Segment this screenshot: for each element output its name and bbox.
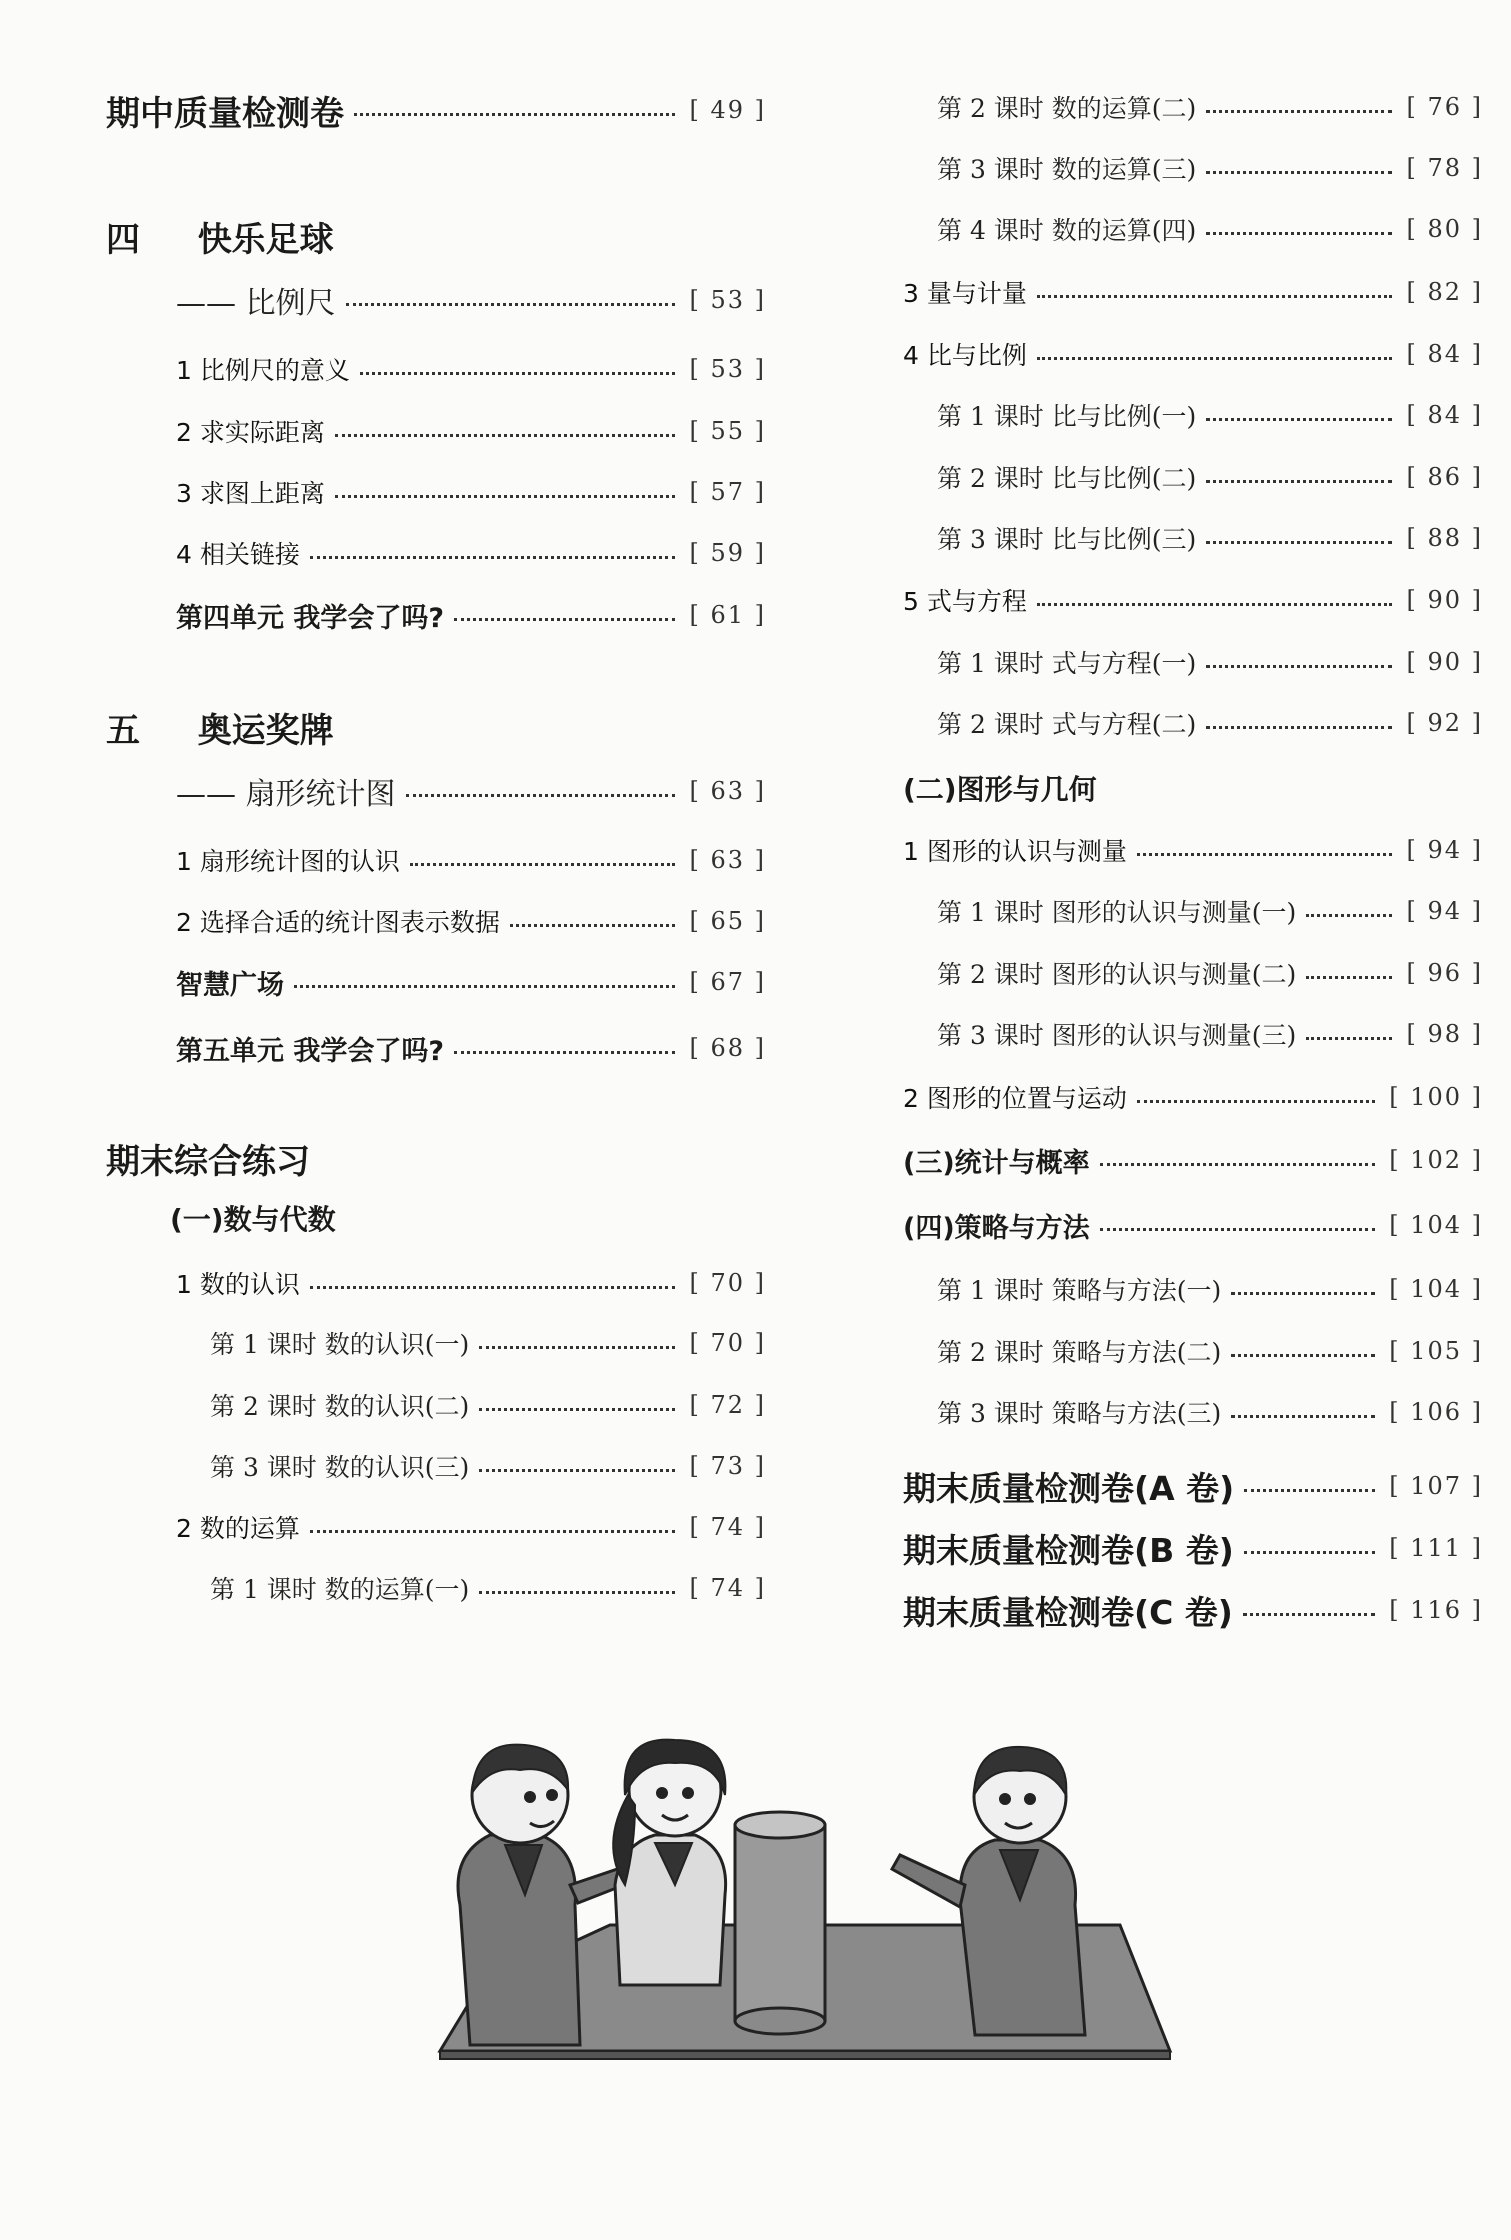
dot-leader	[406, 794, 676, 797]
entry-page: [ 94 ]	[1406, 897, 1483, 925]
entry-label: 4 相关链接	[176, 540, 300, 569]
dot-leader	[479, 1408, 675, 1411]
toc-entry[interactable]	[937, 1267, 1483, 1311]
unit5-heading[interactable]	[106, 703, 334, 752]
dot-leader	[310, 1286, 676, 1289]
dot-leader	[1037, 603, 1393, 606]
entry-label: 3 求图上距离	[176, 479, 325, 508]
entry-label: —— 比例尺	[176, 286, 336, 321]
entry-page: [ 59 ]	[689, 539, 766, 567]
unit5-number: 五	[106, 711, 140, 751]
cylinder-icon	[735, 1812, 825, 2034]
entry-page: [ 98 ]	[1406, 1020, 1483, 1048]
part1-heading[interactable]: (一)数与代数	[170, 1203, 336, 1236]
dot-leader	[1037, 357, 1393, 360]
entry-page: [ 107 ]	[1389, 1472, 1483, 1500]
toc-entry[interactable]	[210, 1566, 766, 1610]
dot-leader	[1206, 232, 1392, 235]
dot-leader	[1306, 914, 1392, 917]
toc-entry[interactable]	[937, 889, 1483, 933]
toc-entry[interactable]	[937, 146, 1483, 190]
dot-leader	[510, 924, 676, 927]
dot-leader	[354, 113, 675, 116]
dot-leader	[1244, 1489, 1375, 1492]
dot-leader	[1306, 976, 1392, 979]
entry-label: (三)统计与概率	[903, 1147, 1090, 1179]
toc-entry[interactable]	[937, 1390, 1483, 1434]
toc-entry[interactable]	[176, 1261, 766, 1305]
entry-page: [ 55 ]	[689, 417, 766, 445]
dot-leader	[1100, 1163, 1376, 1166]
entry-label: 期末质量检测卷(C 卷)	[903, 1592, 1233, 1632]
entry-label: 第 1 课时 策略与方法(一)	[937, 1276, 1222, 1305]
toc-entry-unit5-subtitle[interactable]	[176, 769, 766, 813]
entry-label: 第 3 课时 策略与方法(三)	[937, 1399, 1222, 1428]
toc-entry[interactable]	[937, 85, 1483, 129]
entry-label: 第 2 课时 数的认识(二)	[210, 1392, 470, 1421]
entry-label: 期中质量检测卷	[106, 93, 344, 134]
entry-label: 第 2 课时 策略与方法(二)	[937, 1338, 1222, 1367]
final-review-heading[interactable]: 期末综合练习	[106, 1142, 310, 1182]
entry-label: 1 比例尺的意义	[176, 356, 350, 385]
toc-entry[interactable]	[937, 951, 1483, 995]
toc-entry[interactable]	[176, 1505, 766, 1549]
dot-leader	[1206, 665, 1392, 668]
children-with-cylinder-illustration	[430, 1735, 1210, 2075]
toc-entry[interactable]	[903, 1075, 1483, 1119]
entry-page: [ 102 ]	[1389, 1146, 1483, 1174]
entry-label: 2 图形的位置与运动	[903, 1084, 1127, 1113]
entry-page: [ 80 ]	[1406, 215, 1483, 243]
entry-label: 1 数的认识	[176, 1270, 300, 1299]
entry-label: 第 3 课时 图形的认识与测量(三)	[937, 1021, 1297, 1050]
entry-page: [ 68 ]	[689, 1034, 766, 1062]
entry-page: [ 61 ]	[689, 601, 766, 629]
entry-page: [ 70 ]	[689, 1329, 766, 1357]
toc-entry[interactable]	[937, 1329, 1483, 1373]
toc-entry[interactable]	[210, 1444, 766, 1488]
entry-page: [ 116 ]	[1389, 1596, 1483, 1624]
entry-page: [ 94 ]	[1406, 836, 1483, 864]
entry-label: (四)策略与方法	[903, 1212, 1090, 1244]
entry-label: 1 图形的认识与测量	[903, 837, 1127, 866]
entry-label: 第 2 课时 图形的认识与测量(二)	[937, 960, 1297, 989]
entry-label: 第 1 课时 比与比例(一)	[937, 402, 1197, 431]
entry-label: 1 扇形统计图的认识	[176, 847, 400, 876]
toc-entry[interactable]	[903, 1138, 1483, 1182]
entry-page: [ 106 ]	[1389, 1398, 1483, 1426]
unit4-number: 四	[106, 220, 140, 260]
entry-page: [ 100 ]	[1389, 1083, 1483, 1111]
dot-leader	[1231, 1354, 1375, 1357]
dot-leader	[1231, 1415, 1375, 1418]
dot-leader	[360, 372, 676, 375]
dot-leader	[1206, 541, 1392, 544]
toc-entry-unit4-review[interactable]	[176, 593, 766, 637]
dot-leader	[310, 556, 676, 559]
unit4-title: 快乐足球	[197, 220, 334, 260]
toc-entry[interactable]	[937, 207, 1483, 251]
entry-label: 智慧广场	[176, 969, 284, 1001]
dot-leader	[1137, 853, 1393, 856]
dot-leader	[479, 1346, 675, 1349]
dot-leader	[1306, 1037, 1392, 1040]
entry-page: [ 65 ]	[689, 907, 766, 935]
toc-entry-unit5-review[interactable]	[176, 1026, 766, 1070]
entry-label: 第 3 课时 数的认识(三)	[210, 1453, 470, 1482]
entry-page: [ 53 ]	[689, 355, 766, 383]
dot-leader	[1037, 295, 1393, 298]
dot-leader	[454, 1051, 675, 1054]
toc-entry[interactable]	[176, 531, 766, 575]
entry-label: 期末质量检测卷(A 卷)	[903, 1468, 1235, 1508]
dot-leader	[479, 1591, 675, 1594]
entry-page: [ 82 ]	[1406, 278, 1483, 306]
entry-page: [ 78 ]	[1406, 154, 1483, 182]
entry-label: 第 1 课时 数的运算(一)	[210, 1575, 470, 1604]
entry-page: [ 53 ]	[689, 286, 766, 314]
entry-page: [ 72 ]	[689, 1391, 766, 1419]
dot-leader	[346, 303, 676, 306]
entry-label: 第五单元 我学会了吗?	[176, 1035, 445, 1067]
dot-leader	[1206, 480, 1392, 483]
entry-page: [ 84 ]	[1406, 401, 1483, 429]
entry-label: 4 比与比例	[903, 341, 1027, 370]
entry-page: [ 90 ]	[1406, 586, 1483, 614]
entry-label: 期末质量检测卷(B 卷)	[903, 1530, 1234, 1570]
entry-page: [ 105 ]	[1389, 1337, 1483, 1365]
entry-label: 第 2 课时 式与方程(二)	[937, 710, 1197, 739]
dot-leader	[1100, 1228, 1376, 1231]
entry-label: 第 1 课时 式与方程(一)	[937, 649, 1197, 678]
entry-page: [ 57 ]	[689, 478, 766, 506]
dot-leader	[1231, 1292, 1375, 1295]
toc-entry[interactable]	[176, 470, 766, 514]
entry-page: [ 104 ]	[1389, 1211, 1483, 1239]
entry-page: [ 49 ]	[689, 96, 766, 124]
entry-page: [ 111 ]	[1389, 1534, 1483, 1562]
entry-page: [ 73 ]	[689, 1452, 766, 1480]
entry-label: 第 3 课时 数的运算(三)	[937, 155, 1197, 184]
entry-label: —— 扇形统计图	[176, 777, 396, 812]
dot-leader	[1206, 110, 1392, 113]
toc-entry-midterm[interactable]	[106, 88, 766, 132]
toc-entry[interactable]	[903, 1464, 1483, 1508]
toc-entry-unit4-subtitle[interactable]	[176, 278, 766, 322]
unit5-title: 奥运奖牌	[197, 711, 334, 751]
toc-entry[interactable]	[937, 393, 1483, 437]
entry-page: [ 96 ]	[1406, 959, 1483, 987]
entry-page: [ 63 ]	[689, 777, 766, 805]
toc-entry[interactable]	[903, 332, 1483, 376]
entry-page: [ 74 ]	[689, 1574, 766, 1602]
entry-page: [ 92 ]	[1406, 709, 1483, 737]
toc-entry[interactable]	[937, 1012, 1483, 1056]
entry-page: [ 63 ]	[689, 846, 766, 874]
dot-leader	[310, 1530, 676, 1533]
dot-leader	[1206, 418, 1392, 421]
entry-page: [ 76 ]	[1406, 93, 1483, 121]
entry-label: 第 4 课时 数的运算(四)	[937, 216, 1197, 245]
toc-entry-wisdom[interactable]	[176, 960, 766, 1004]
dot-leader	[1206, 171, 1392, 174]
entry-label: 第四单元 我学会了吗?	[176, 602, 445, 634]
girl-icon	[613, 1740, 725, 1985]
dot-leader	[1243, 1613, 1375, 1616]
entry-label: 第 2 课时 比与比例(二)	[937, 464, 1197, 493]
entry-label: 第 2 课时 数的运算(二)	[937, 94, 1197, 123]
toc-entry[interactable]	[176, 409, 766, 453]
entry-page: [ 74 ]	[689, 1513, 766, 1541]
dot-leader	[410, 863, 676, 866]
toc-entry[interactable]	[210, 1321, 766, 1365]
entry-page: [ 86 ]	[1406, 463, 1483, 491]
entry-page: [ 67 ]	[689, 968, 766, 996]
toc-entry[interactable]	[937, 701, 1483, 745]
entry-page: [ 104 ]	[1389, 1275, 1483, 1303]
dot-leader	[335, 434, 676, 437]
entry-label: 3 量与计量	[903, 279, 1027, 308]
entry-page: [ 70 ]	[689, 1269, 766, 1297]
toc-entry[interactable]	[937, 640, 1483, 684]
entry-label: 5 式与方程	[903, 587, 1027, 616]
entry-label: 第 3 课时 比与比例(三)	[937, 525, 1197, 554]
dot-leader	[1244, 1551, 1375, 1554]
toc-entry[interactable]	[937, 516, 1483, 560]
dot-leader	[335, 495, 676, 498]
toc-entry[interactable]	[903, 270, 1483, 314]
entry-label: 2 数的运算	[176, 1514, 300, 1543]
part2-heading[interactable]: (二)图形与几何	[903, 773, 1097, 806]
toc-entry[interactable]	[903, 828, 1483, 872]
dot-leader	[454, 618, 675, 621]
toc-entry[interactable]	[176, 838, 766, 882]
dot-leader	[1206, 726, 1392, 729]
entry-label: 2 选择合适的统计图表示数据	[176, 908, 500, 937]
toc-entry[interactable]	[903, 1526, 1483, 1570]
toc-entry[interactable]	[176, 347, 766, 391]
entry-label: 第 1 课时 图形的认识与测量(一)	[937, 898, 1297, 927]
dot-leader	[479, 1469, 675, 1472]
dot-leader	[1137, 1100, 1375, 1103]
dot-leader	[294, 985, 675, 988]
entry-label: 2 求实际距离	[176, 418, 325, 447]
entry-page: [ 84 ]	[1406, 340, 1483, 368]
unit4-heading[interactable]	[106, 212, 334, 261]
toc-entry[interactable]	[903, 578, 1483, 622]
entry-page: [ 90 ]	[1406, 648, 1483, 676]
toc-entry[interactable]	[210, 1383, 766, 1427]
toc-entry[interactable]	[903, 1203, 1483, 1247]
toc-entry[interactable]	[937, 455, 1483, 499]
toc-entry[interactable]	[903, 1588, 1483, 1632]
toc-entry[interactable]	[176, 899, 766, 943]
entry-page: [ 88 ]	[1406, 524, 1483, 552]
entry-label: 第 1 课时 数的认识(一)	[210, 1330, 470, 1359]
